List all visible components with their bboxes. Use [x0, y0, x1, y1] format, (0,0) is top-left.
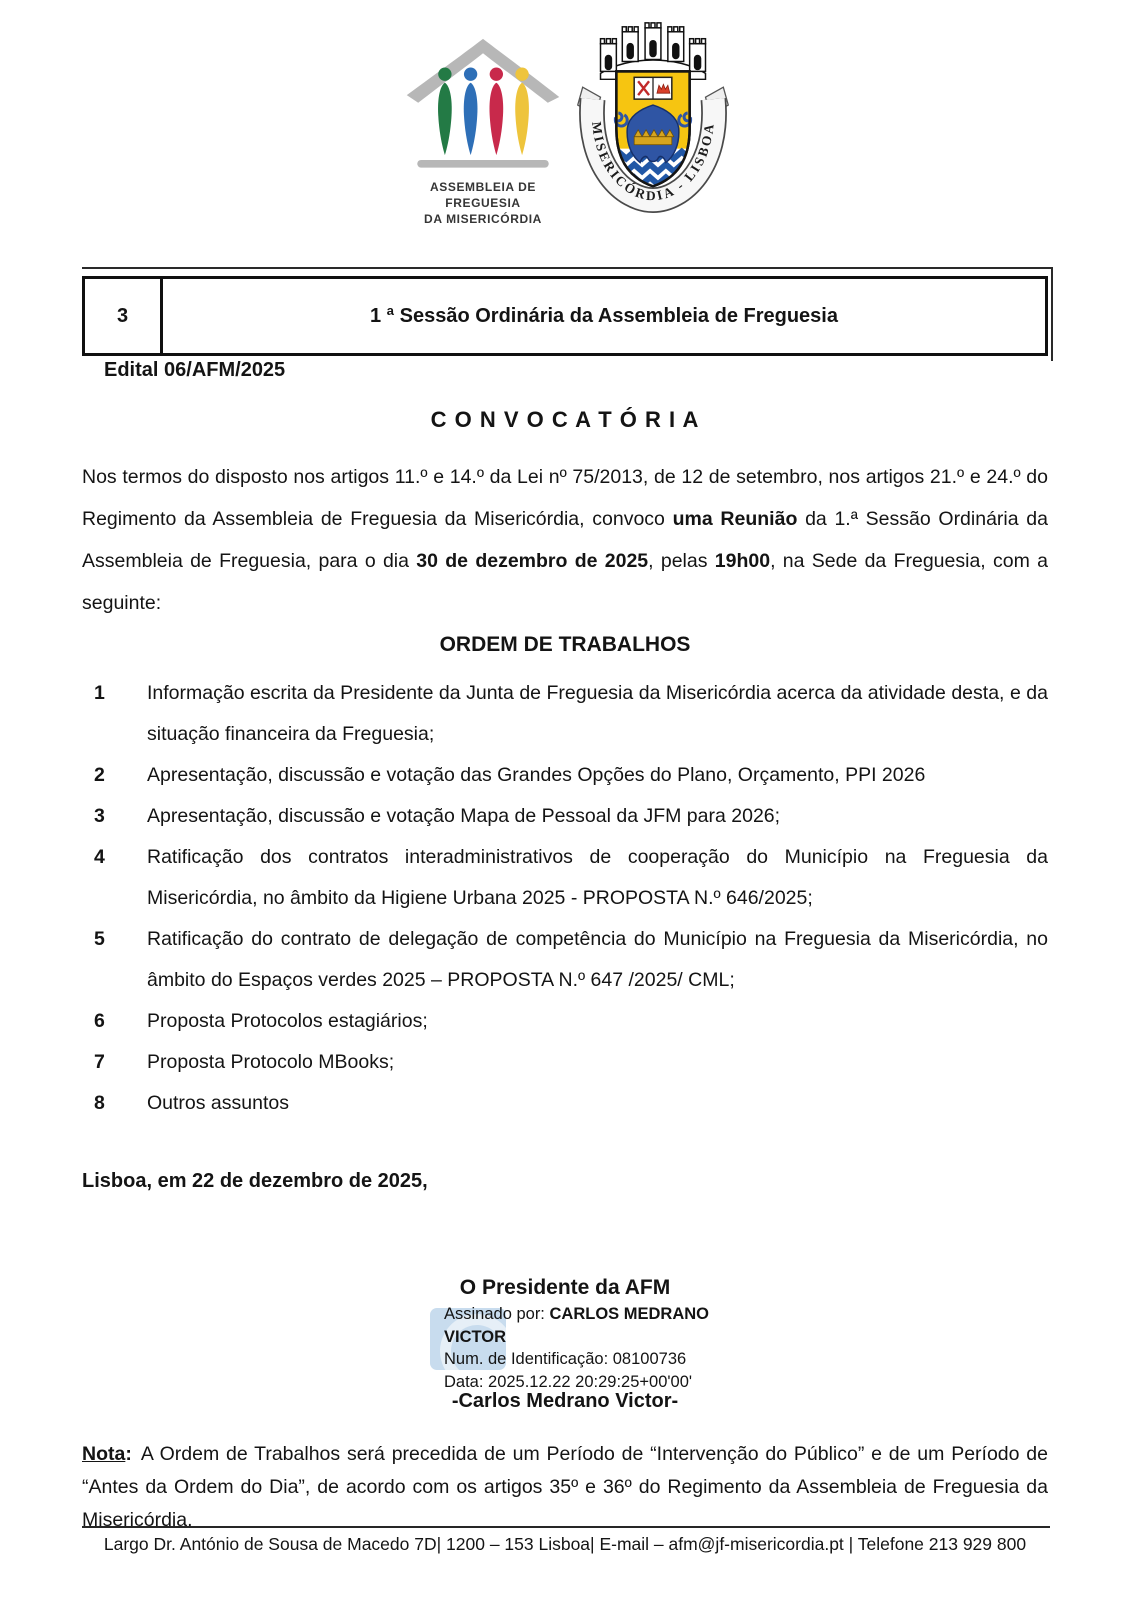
assembly-logo-caption: [396, 179, 570, 227]
signature-name: -Carlos Medrano Victor-: [451, 1390, 679, 1412]
agenda-item: [82, 755, 1048, 796]
signed-by-name: CARLOS MEDRANO VICTOR: [444, 1305, 709, 1346]
agenda-item-text: Apresentação, discussão e votação Mapa de Pessoal da JFM para 2026;: [147, 805, 781, 827]
agenda-item-number: 8: [94, 1092, 105, 1114]
edital-reference: Edital 06/AFM/2025: [104, 359, 286, 381]
agenda-item-number: 3: [94, 805, 105, 827]
nota-body: A Ordem de Trabalhos será precedida de um Período de “Intervenção do Público” e de um Período de “Antes da Ordem do Dia”, de acordo com os artigos 35º e 36º do Regimento da Assembleia de Freguesia da Misericórdia.: [82, 1443, 1048, 1531]
agenda-item-number: 5: [94, 928, 105, 950]
agenda-list: [82, 673, 1048, 1124]
intro-seg3: da 1.ª Sessão Ordinária da Assembleia de Freguesia, para o dia: [82, 508, 1048, 572]
agenda-item-text: Proposta Protocolos estagiários;: [147, 1010, 428, 1032]
agenda-item: [82, 1001, 1048, 1042]
digital-signature-stamp: [430, 1303, 770, 1393]
intro-seg4-bold: 30 de dezembro de 2025: [416, 550, 649, 572]
president-title: O Presidente da AFM: [459, 1276, 671, 1299]
assembly-logo-caption-line1: ASSEMBLEIA DE FREGUESIA: [429, 180, 537, 210]
agenda-item-text: Proposta Protocolo MBooks;: [147, 1051, 395, 1073]
nota-label: Nota: [82, 1443, 126, 1465]
session-title-cell: 1 ª Sessão Ordinária da Assembleia de Freguesia: [370, 304, 838, 327]
misericordia-crest: [567, 8, 739, 216]
intro-seg2-bold: uma Reunião: [672, 508, 798, 530]
agenda-item: [82, 796, 1048, 837]
agenda-item-text: Outros assuntos: [147, 1092, 289, 1114]
agenda-item: [82, 919, 1048, 1001]
agenda-item-number: 2: [94, 764, 105, 786]
signature-stamp-lines: [444, 1303, 770, 1393]
signed-by-line: [444, 1303, 770, 1348]
agenda-item-text: Ratificação do contrato de delegação de competência do Município na Freguesia da Misericórdia, no âmbito do Espaços verdes 2025 – PROPOSTA N.º 647 /2025/ CML;: [147, 928, 1048, 991]
signature-id-line: Num. de Identificação: 08100736: [444, 1350, 687, 1368]
nota-colon: :: [125, 1443, 132, 1465]
agenda-item-number: 1: [94, 682, 105, 704]
assembly-logo-icon: [402, 22, 564, 174]
agenda-item-number: 6: [94, 1010, 105, 1032]
document-title: C O N V O C A T Ó R I A: [430, 407, 700, 432]
agenda-heading: ORDEM DE TRABALHOS: [439, 633, 691, 656]
footer-divider-line: [82, 1526, 1050, 1528]
assembly-logo: [396, 22, 570, 227]
crest-ribbon-label: MISERICÓRDIA - LISBOA: [589, 120, 717, 204]
signed-by-label: Assinado por:: [444, 1305, 545, 1323]
table-shadow-right-line: [1051, 267, 1053, 361]
session-number-cell: 3: [85, 279, 163, 353]
agenda-item-text: Apresentação, discussão e votação das Grandes Opções do Plano, Orçamento, PPI 2026: [147, 764, 926, 786]
intro-seg1: Nos termos do disposto nos artigos 11.º e 14.º da Lei nº 75/2013, de 12 de setembro, nos artigos 21.º e 24.º do Regimento da Assembleia de Freguesia da Misericórdia, convoco: [82, 466, 1048, 530]
nota-paragraph: [82, 1438, 1048, 1537]
crest-book-emblem: [634, 77, 672, 99]
agenda-item: [82, 837, 1048, 919]
agenda-item-number: 7: [94, 1051, 105, 1073]
agenda-item: [82, 1042, 1048, 1083]
table-shadow-top-line: [82, 267, 1053, 269]
intro-seg5: , pelas: [648, 550, 715, 572]
logo-base-bar: [417, 160, 549, 168]
signature-date-line: Data: 2025.12.22 20:29:25+00'00': [444, 1372, 693, 1391]
agenda-item: [82, 673, 1048, 755]
logo-roof-shape: [407, 39, 559, 103]
footer-address: Largo Dr. António de Sousa de Macedo 7D| 1200 – 153 Lisboa| E-mail – afm@jf-misericordia.pt | Telefone 213 929 800: [103, 1534, 1027, 1554]
agenda-item-number: 4: [94, 846, 105, 868]
place-date-line: Lisboa, em 22 de dezembro de 2025,: [82, 1170, 428, 1192]
intro-seg6-bold: 19h00: [714, 550, 771, 572]
assembly-logo-caption-line2: DA MISERICÓRDIA: [424, 212, 542, 226]
intro-seg7: , na Sede da Freguesia, com a seguinte:: [82, 550, 1048, 614]
intro-paragraph: [82, 456, 1048, 624]
logo-figures: [438, 68, 529, 156]
session-header-table: [82, 276, 1048, 356]
agenda-item: [82, 1083, 1048, 1124]
misericordia-crest-icon: [567, 8, 739, 216]
agenda-item-text: Informação escrita da Presidente da Junta de Freguesia da Misericórdia acerca da atividade desta, e da situação financeira da Freguesia;: [147, 682, 1048, 745]
agenda-item-text: Ratificação dos contratos interadministrativos de cooperação do Município na Freguesia da Misericórdia, no âmbito da Higiene Urbana 2025 - PROPOSTA N.º 646/2025;: [147, 846, 1048, 909]
